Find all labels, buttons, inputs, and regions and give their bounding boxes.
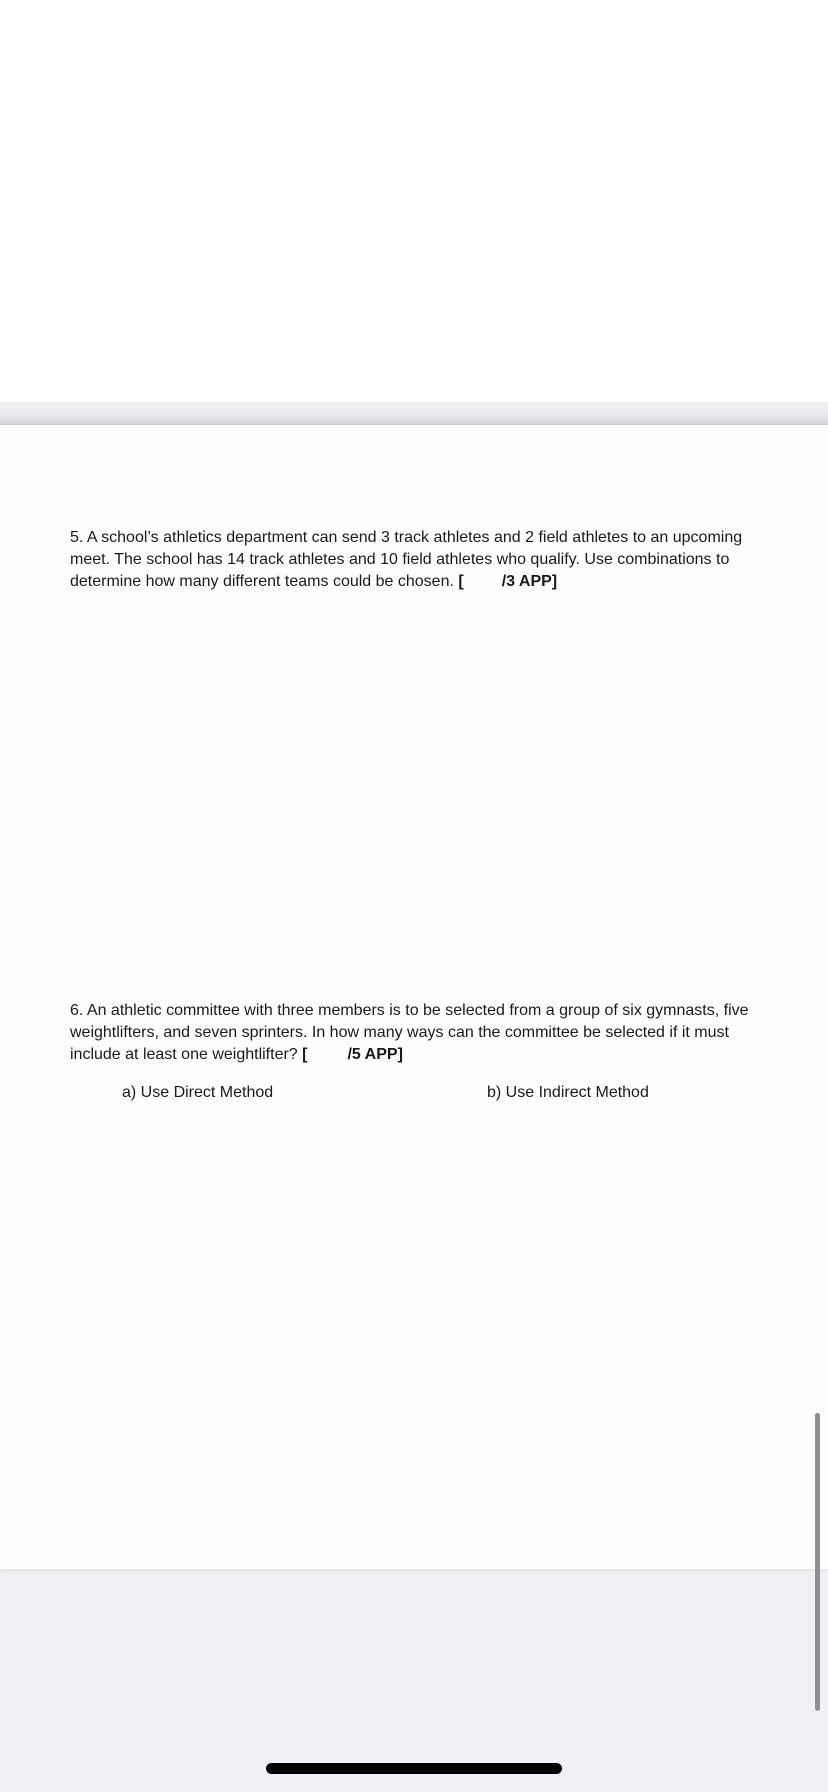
question-6-marks [302,1046,403,1063]
question-6-part-b: b) Use Indirect Method [487,1084,649,1101]
question-6-part-a: a) Use Direct Method [122,1084,274,1101]
vertical-scrollbar[interactable] [815,1413,820,1711]
question-6-marks-open: [ [302,1046,308,1063]
question-5-marks [458,573,557,590]
home-indicator[interactable] [266,1763,562,1774]
question-5 [70,527,760,593]
question-5-text: 5. A school’s athletics department can send 3 track athletes and 2 field athletes to an upcoming meet. The school has 14 track athletes and 10 field athletes who qualify. Use combinations to determine how many different teams could be chosen. [70,529,743,590]
page-separator [0,402,828,425]
question-6 [70,1000,760,1066]
question-6-text: 6. An athletic committee with three members is to be selected from a group of six gymnasts, five weightlifters, and seven sprinters. In how many ways can the committee be selected if it must include at least one weightlifter? [70,1002,749,1063]
previous-page-bottom [0,0,828,402]
document-page [0,425,828,1569]
question-5-marks-open: [ [458,573,464,590]
question-5-marks-close: /3 APP] [501,573,558,590]
question-6-marks-close: /5 APP] [347,1046,403,1063]
